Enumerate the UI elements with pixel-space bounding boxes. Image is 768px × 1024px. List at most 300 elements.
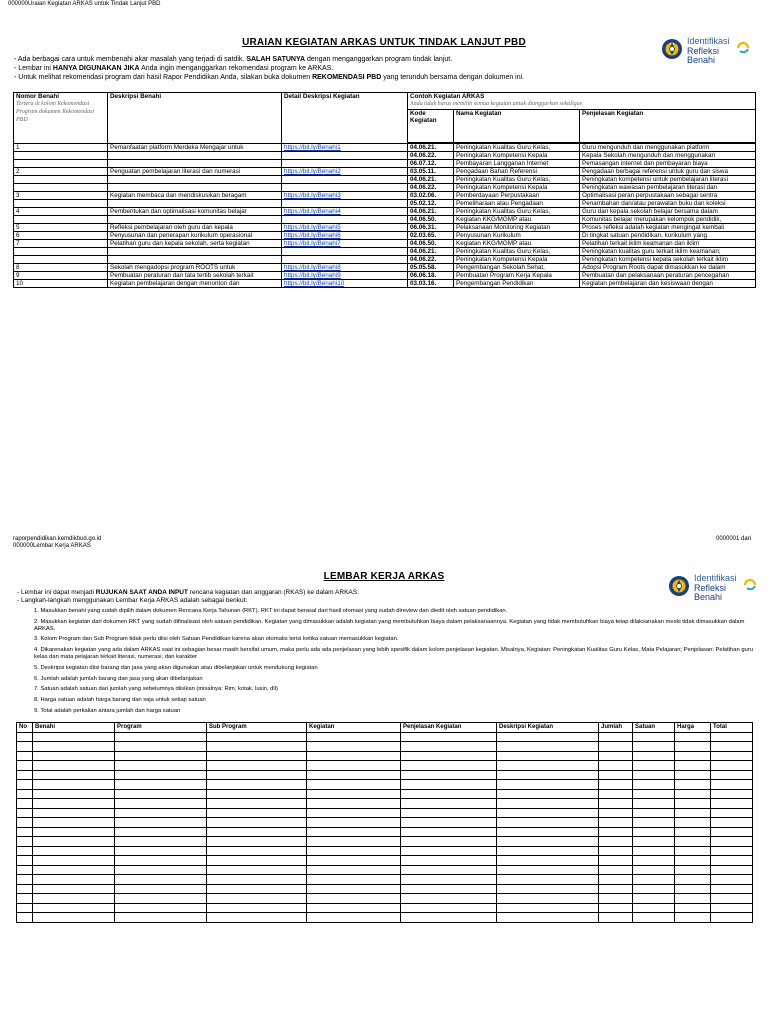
worksheet-cell[interactable] bbox=[33, 913, 115, 923]
worksheet-cell[interactable] bbox=[307, 732, 401, 742]
kegiatan-explanation-cell: Proses refleksi adalah kegiatan mengingat kembali bbox=[580, 224, 756, 232]
worksheet-cell[interactable] bbox=[115, 751, 207, 761]
worksheet-cell[interactable] bbox=[633, 903, 675, 913]
worksheet-cell[interactable] bbox=[401, 903, 497, 913]
worksheet-cell[interactable] bbox=[307, 913, 401, 923]
step-item: 5. Deskripsi kegiatan diisi barang dan jasa yang akan digunakan atau dibelanjakan untuk mendukung kegiatan bbox=[34, 664, 318, 671]
worksheet-cell[interactable] bbox=[207, 751, 307, 761]
worksheet-cell[interactable] bbox=[401, 894, 497, 904]
worksheet-cell[interactable] bbox=[497, 894, 599, 904]
worksheet-cell[interactable] bbox=[675, 875, 711, 885]
benahi-number-cell bbox=[14, 152, 108, 160]
benahi-number-cell: 8 bbox=[14, 264, 108, 272]
worksheet-cell[interactable] bbox=[633, 884, 675, 894]
lembar-kerja-table bbox=[16, 722, 753, 923]
worksheet-cell[interactable] bbox=[401, 884, 497, 894]
worksheet-cell[interactable] bbox=[207, 827, 307, 837]
worksheet-cell[interactable] bbox=[497, 742, 599, 752]
worksheet-cell[interactable] bbox=[711, 884, 753, 894]
benahi-table-row bbox=[14, 272, 756, 280]
benahi-detail-link-cell bbox=[282, 232, 408, 240]
worksheet-cell[interactable] bbox=[497, 789, 599, 799]
worksheet-cell[interactable] bbox=[207, 856, 307, 866]
lembar-kerja-row bbox=[17, 761, 753, 771]
worksheet-cell[interactable] bbox=[33, 799, 115, 809]
worksheet-cell[interactable] bbox=[307, 751, 401, 761]
kegiatan-name-cell: Peningkatan Kompetensi Kepala bbox=[454, 184, 580, 192]
worksheet-cell[interactable] bbox=[711, 770, 753, 780]
worksheet-cell[interactable] bbox=[599, 818, 633, 828]
worksheet-cell[interactable] bbox=[401, 846, 497, 856]
worksheet-cell[interactable] bbox=[675, 799, 711, 809]
worksheet-cell[interactable] bbox=[711, 875, 753, 885]
kegiatan-name-cell: Kegiatan KKG/MGMP atau bbox=[454, 240, 580, 248]
worksheet-cell[interactable] bbox=[599, 827, 633, 837]
worksheet-cell[interactable] bbox=[17, 789, 33, 799]
worksheet-cell[interactable] bbox=[115, 894, 207, 904]
worksheet-cell[interactable] bbox=[599, 837, 633, 847]
worksheet-cell[interactable] bbox=[711, 865, 753, 875]
worksheet-cell[interactable] bbox=[675, 846, 711, 856]
worksheet-cell[interactable] bbox=[675, 780, 711, 790]
step-item: 8. Harga satuan adalah harga barang dan saja untuk setiap satuan bbox=[34, 697, 206, 704]
worksheet-cell[interactable] bbox=[401, 799, 497, 809]
kegiatan-code-cell: 05.05.58. bbox=[408, 264, 454, 272]
benahi-link[interactable]: https://bit.ly/Benahi8 bbox=[284, 264, 341, 271]
benahi-number-cell bbox=[14, 184, 108, 192]
worksheet-cell[interactable] bbox=[207, 903, 307, 913]
worksheet-cell[interactable] bbox=[17, 913, 33, 923]
lembar-kerja-header-row bbox=[17, 723, 753, 733]
worksheet-cell[interactable] bbox=[307, 808, 401, 818]
benahi-table-row bbox=[14, 160, 756, 168]
worksheet-cell[interactable] bbox=[33, 827, 115, 837]
benahi-detail-link-cell bbox=[282, 152, 408, 160]
worksheet-cell[interactable] bbox=[633, 732, 675, 742]
benahi-table bbox=[13, 92, 756, 288]
worksheet-cell[interactable] bbox=[497, 827, 599, 837]
worksheet-cell[interactable] bbox=[17, 761, 33, 771]
worksheet-cell[interactable] bbox=[115, 875, 207, 885]
worksheet-cell[interactable] bbox=[599, 780, 633, 790]
worksheet-cell[interactable] bbox=[115, 884, 207, 894]
kegiatan-explanation-cell: Peningkatan kualitas guru terkait iklim keamanan; bbox=[580, 248, 756, 256]
kegiatan-name-cell: Peningkatan Kompetensi Kepala bbox=[454, 152, 580, 160]
worksheet-cell[interactable] bbox=[675, 732, 711, 742]
worksheet-cell[interactable] bbox=[497, 808, 599, 818]
worksheet-cell[interactable] bbox=[711, 732, 753, 742]
benahi-number-cell: 10 bbox=[14, 280, 108, 288]
worksheet-cell[interactable] bbox=[17, 846, 33, 856]
benahi-number-cell: 2 bbox=[14, 168, 108, 176]
worksheet-cell[interactable] bbox=[497, 761, 599, 771]
worksheet-cell[interactable] bbox=[207, 770, 307, 780]
worksheet-cell[interactable] bbox=[401, 780, 497, 790]
worksheet-cell[interactable] bbox=[675, 837, 711, 847]
worksheet-cell[interactable] bbox=[497, 751, 599, 761]
logo-line-benahi: Benahi bbox=[687, 55, 716, 65]
worksheet-cell[interactable] bbox=[633, 799, 675, 809]
worksheet-cell[interactable] bbox=[115, 818, 207, 828]
worksheet-cell[interactable] bbox=[711, 751, 753, 761]
worksheet-cell[interactable] bbox=[307, 903, 401, 913]
worksheet-cell[interactable] bbox=[307, 827, 401, 837]
worksheet-cell[interactable] bbox=[115, 865, 207, 875]
header-jumlah: Jumlah bbox=[599, 723, 633, 733]
worksheet-cell[interactable] bbox=[401, 742, 497, 752]
worksheet-cell[interactable] bbox=[401, 837, 497, 847]
worksheet-cell[interactable] bbox=[17, 865, 33, 875]
worksheet-cell[interactable] bbox=[497, 818, 599, 828]
worksheet-cell[interactable] bbox=[401, 770, 497, 780]
worksheet-cell[interactable] bbox=[307, 789, 401, 799]
worksheet-cell[interactable] bbox=[497, 780, 599, 790]
worksheet-cell[interactable] bbox=[711, 761, 753, 771]
worksheet-cell[interactable] bbox=[711, 780, 753, 790]
header-nomor-benahi: Nomor Benahi Tertera di kolom Rekomendasi Program dokumen Rekomendasi PBD bbox=[14, 93, 108, 144]
benahi-link[interactable]: https://bit.ly/Benahi1 bbox=[284, 144, 341, 151]
header-benahi: Benahi bbox=[33, 723, 115, 733]
benahi-link[interactable]: https://bit.ly/Benahi3 bbox=[284, 192, 341, 199]
worksheet-cell[interactable] bbox=[497, 903, 599, 913]
benahi-link[interactable]: https://bit.ly/Benahi5 bbox=[284, 224, 341, 231]
worksheet-cell[interactable] bbox=[207, 789, 307, 799]
worksheet-cell[interactable] bbox=[115, 780, 207, 790]
worksheet-cell[interactable] bbox=[675, 903, 711, 913]
worksheet-cell[interactable] bbox=[497, 770, 599, 780]
worksheet-cell[interactable] bbox=[115, 827, 207, 837]
worksheet-cell[interactable] bbox=[675, 742, 711, 752]
worksheet-cell[interactable] bbox=[599, 770, 633, 780]
worksheet-cell[interactable] bbox=[33, 846, 115, 856]
worksheet-cell[interactable] bbox=[675, 884, 711, 894]
worksheet-cell[interactable] bbox=[675, 865, 711, 875]
worksheet-cell[interactable] bbox=[401, 856, 497, 866]
worksheet-cell[interactable] bbox=[599, 846, 633, 856]
worksheet-cell[interactable] bbox=[207, 808, 307, 818]
worksheet-cell[interactable] bbox=[33, 865, 115, 875]
header-harga: Harga bbox=[675, 723, 711, 733]
worksheet-cell[interactable] bbox=[17, 875, 33, 885]
worksheet-cell[interactable] bbox=[633, 761, 675, 771]
benahi-link[interactable]: https://bit.ly/Benahi9 bbox=[284, 272, 341, 279]
worksheet-cell[interactable] bbox=[115, 903, 207, 913]
page2-bullet: - Langkah-langkah menggunakan Lembar Kerja ARKAS adalah sebagai berikut: bbox=[17, 597, 248, 604]
kegiatan-name-cell: Pengembangan Sekolah Sehat, bbox=[454, 264, 580, 272]
worksheet-cell[interactable] bbox=[633, 837, 675, 847]
worksheet-cell[interactable] bbox=[497, 913, 599, 923]
kegiatan-explanation-cell: Komunitas belajar merupakan kelompok pendidik, bbox=[580, 216, 756, 224]
worksheet-cell[interactable] bbox=[17, 799, 33, 809]
worksheet-cell[interactable] bbox=[633, 818, 675, 828]
worksheet-cell[interactable] bbox=[115, 742, 207, 752]
worksheet-cell[interactable] bbox=[33, 742, 115, 752]
worksheet-cell[interactable] bbox=[401, 818, 497, 828]
worksheet-cell[interactable] bbox=[33, 818, 115, 828]
worksheet-cell[interactable] bbox=[633, 875, 675, 885]
worksheet-cell[interactable] bbox=[307, 799, 401, 809]
worksheet-cell[interactable] bbox=[497, 884, 599, 894]
worksheet-cell[interactable] bbox=[497, 865, 599, 875]
benahi-detail-link-cell bbox=[282, 216, 408, 224]
worksheet-cell[interactable] bbox=[33, 732, 115, 742]
worksheet-cell[interactable] bbox=[207, 780, 307, 790]
worksheet-cell[interactable] bbox=[497, 837, 599, 847]
benahi-detail-link-cell bbox=[282, 240, 408, 248]
header-program: Program bbox=[115, 723, 207, 733]
benahi-link[interactable]: https://bit.ly/Benahi7 bbox=[284, 240, 341, 247]
lembar-kerja-row bbox=[17, 903, 753, 913]
kegiatan-code-cell: 04.06.50. bbox=[408, 240, 454, 248]
worksheet-cell[interactable] bbox=[307, 875, 401, 885]
worksheet-cell[interactable] bbox=[599, 865, 633, 875]
worksheet-cell[interactable] bbox=[497, 856, 599, 866]
worksheet-cell[interactable] bbox=[711, 789, 753, 799]
page2-steps bbox=[34, 608, 754, 719]
worksheet-cell[interactable] bbox=[599, 856, 633, 866]
worksheet-cell[interactable] bbox=[207, 818, 307, 828]
worksheet-cell[interactable] bbox=[401, 732, 497, 742]
worksheet-cell[interactable] bbox=[33, 808, 115, 818]
worksheet-cell[interactable] bbox=[115, 799, 207, 809]
worksheet-cell[interactable] bbox=[307, 780, 401, 790]
worksheet-cell[interactable] bbox=[207, 865, 307, 875]
worksheet-cell[interactable] bbox=[33, 884, 115, 894]
logo-identifikasi-refleksi-benahi bbox=[667, 573, 767, 607]
worksheet-cell[interactable] bbox=[207, 837, 307, 847]
logo-arc-icon bbox=[736, 39, 750, 53]
worksheet-cell[interactable] bbox=[115, 761, 207, 771]
worksheet-cell[interactable] bbox=[711, 799, 753, 809]
worksheet-cell[interactable] bbox=[711, 827, 753, 837]
worksheet-cell[interactable] bbox=[599, 913, 633, 923]
worksheet-cell[interactable] bbox=[33, 903, 115, 913]
worksheet-cell[interactable] bbox=[207, 884, 307, 894]
worksheet-cell[interactable] bbox=[599, 884, 633, 894]
worksheet-cell[interactable] bbox=[33, 780, 115, 790]
worksheet-cell[interactable] bbox=[33, 770, 115, 780]
worksheet-cell[interactable] bbox=[207, 846, 307, 856]
benahi-link[interactable]: https://bit.ly/Benahi4 bbox=[284, 208, 341, 215]
worksheet-cell[interactable] bbox=[33, 875, 115, 885]
kegiatan-name-cell: Peningkatan Kualitas Guru Kelas, bbox=[454, 208, 580, 216]
worksheet-cell[interactable] bbox=[17, 751, 33, 761]
worksheet-cell[interactable] bbox=[33, 789, 115, 799]
benahi-table-row bbox=[14, 208, 756, 216]
kegiatan-code-cell: 04.06.22. bbox=[408, 256, 454, 264]
worksheet-cell[interactable] bbox=[307, 856, 401, 866]
worksheet-cell[interactable] bbox=[633, 742, 675, 752]
worksheet-cell[interactable] bbox=[207, 894, 307, 904]
kegiatan-code-cell: 06.07.12. bbox=[408, 160, 454, 168]
logo-line-benahi: Benahi bbox=[694, 592, 723, 602]
benahi-description-cell: Sekolah mengadopsi program ROOTS untuk bbox=[108, 264, 282, 272]
worksheet-cell[interactable] bbox=[401, 789, 497, 799]
benahi-table-row bbox=[14, 144, 756, 152]
worksheet-cell[interactable] bbox=[497, 799, 599, 809]
worksheet-cell[interactable] bbox=[675, 789, 711, 799]
worksheet-cell[interactable] bbox=[33, 761, 115, 771]
worksheet-cell[interactable] bbox=[711, 742, 753, 752]
lembar-kerja-row bbox=[17, 894, 753, 904]
worksheet-cell[interactable] bbox=[33, 751, 115, 761]
worksheet-cell[interactable] bbox=[33, 837, 115, 847]
worksheet-cell[interactable] bbox=[207, 742, 307, 752]
worksheet-cell[interactable] bbox=[599, 894, 633, 904]
worksheet-cell[interactable] bbox=[115, 789, 207, 799]
worksheet-cell[interactable] bbox=[599, 903, 633, 913]
worksheet-cell[interactable] bbox=[711, 808, 753, 818]
worksheet-cell[interactable] bbox=[401, 751, 497, 761]
worksheet-cell[interactable] bbox=[497, 846, 599, 856]
step-item: 3. Kolom Program dan Sub Program tidak perlu diisi oleh Satuan Pendidikan karena akan otomatis terisi ketika satuan memasukkan kegiatan. bbox=[34, 636, 399, 643]
worksheet-cell[interactable] bbox=[675, 856, 711, 866]
worksheet-cell[interactable] bbox=[307, 742, 401, 752]
benahi-link[interactable]: https://bit.ly/Benahi6 bbox=[284, 232, 341, 239]
worksheet-cell[interactable] bbox=[307, 884, 401, 894]
kegiatan-code-cell: 04.06.22. bbox=[408, 152, 454, 160]
benahi-detail-link-cell bbox=[282, 280, 408, 288]
worksheet-cell[interactable] bbox=[17, 780, 33, 790]
worksheet-cell[interactable] bbox=[17, 827, 33, 837]
worksheet-cell[interactable] bbox=[711, 894, 753, 904]
worksheet-cell[interactable] bbox=[599, 875, 633, 885]
worksheet-cell[interactable] bbox=[633, 770, 675, 780]
worksheet-cell[interactable] bbox=[115, 770, 207, 780]
worksheet-cell[interactable] bbox=[675, 818, 711, 828]
worksheet-cell[interactable] bbox=[497, 875, 599, 885]
kegiatan-code-cell: 06.06.18. bbox=[408, 272, 454, 280]
worksheet-cell[interactable] bbox=[599, 761, 633, 771]
worksheet-cell[interactable] bbox=[675, 894, 711, 904]
worksheet-cell[interactable] bbox=[401, 808, 497, 818]
worksheet-cell[interactable] bbox=[307, 818, 401, 828]
header-penjelasan-kegiatan: Penjelasan Kegiatan bbox=[401, 723, 497, 733]
benahi-description-cell bbox=[108, 160, 282, 168]
worksheet-cell[interactable] bbox=[17, 884, 33, 894]
worksheet-cell[interactable] bbox=[711, 818, 753, 828]
worksheet-cell[interactable] bbox=[207, 875, 307, 885]
worksheet-cell[interactable] bbox=[633, 827, 675, 837]
worksheet-cell[interactable] bbox=[307, 837, 401, 847]
worksheet-cell[interactable] bbox=[599, 808, 633, 818]
worksheet-cell[interactable] bbox=[711, 903, 753, 913]
benahi-number-cell: 6 bbox=[14, 232, 108, 240]
worksheet-cell[interactable] bbox=[599, 751, 633, 761]
kegiatan-explanation-cell: Optimalisasi peran perpustakaan sebagai sentra bbox=[580, 192, 756, 200]
worksheet-cell[interactable] bbox=[207, 732, 307, 742]
benahi-table-row bbox=[14, 264, 756, 272]
worksheet-cell[interactable] bbox=[711, 856, 753, 866]
worksheet-cell[interactable] bbox=[115, 913, 207, 923]
worksheet-cell[interactable] bbox=[675, 761, 711, 771]
worksheet-cell[interactable] bbox=[307, 846, 401, 856]
worksheet-cell[interactable] bbox=[115, 837, 207, 847]
worksheet-cell[interactable] bbox=[17, 903, 33, 913]
worksheet-cell[interactable] bbox=[115, 808, 207, 818]
kegiatan-code-cell: 03.02.06. bbox=[408, 192, 454, 200]
lembar-kerja-row bbox=[17, 751, 753, 761]
worksheet-cell[interactable] bbox=[17, 818, 33, 828]
worksheet-cell[interactable] bbox=[17, 808, 33, 818]
worksheet-cell[interactable] bbox=[115, 732, 207, 742]
benahi-table-row bbox=[14, 192, 756, 200]
worksheet-cell[interactable] bbox=[675, 808, 711, 818]
worksheet-cell[interactable] bbox=[675, 770, 711, 780]
worksheet-cell[interactable] bbox=[599, 742, 633, 752]
kegiatan-code-cell: 04.06.21. bbox=[408, 208, 454, 216]
worksheet-cell[interactable] bbox=[207, 761, 307, 771]
worksheet-cell[interactable] bbox=[633, 780, 675, 790]
benahi-link[interactable]: https://bit.ly/Benahi2 bbox=[284, 168, 341, 175]
worksheet-cell[interactable] bbox=[401, 913, 497, 923]
worksheet-cell[interactable] bbox=[633, 789, 675, 799]
worksheet-cell[interactable] bbox=[17, 894, 33, 904]
worksheet-cell[interactable] bbox=[599, 789, 633, 799]
worksheet-cell[interactable] bbox=[711, 837, 753, 847]
worksheet-cell[interactable] bbox=[633, 865, 675, 875]
worksheet-cell[interactable] bbox=[207, 913, 307, 923]
benahi-link[interactable]: https://bit.ly/Benahi10 bbox=[284, 280, 345, 287]
worksheet-cell[interactable] bbox=[633, 846, 675, 856]
worksheet-cell[interactable] bbox=[33, 894, 115, 904]
worksheet-cell[interactable] bbox=[307, 865, 401, 875]
lembar-kerja-row bbox=[17, 780, 753, 790]
worksheet-cell[interactable] bbox=[17, 732, 33, 742]
worksheet-cell[interactable] bbox=[307, 770, 401, 780]
benahi-detail-link-cell bbox=[282, 168, 408, 176]
kegiatan-explanation-cell: Pelatihan terkait iklim keamanan dan iklim bbox=[580, 240, 756, 248]
worksheet-cell[interactable] bbox=[675, 913, 711, 923]
worksheet-cell[interactable] bbox=[307, 761, 401, 771]
logo-identifikasi-refleksi-benahi bbox=[660, 36, 760, 70]
worksheet-cell[interactable] bbox=[633, 808, 675, 818]
worksheet-cell[interactable] bbox=[33, 856, 115, 866]
benahi-description-cell bbox=[108, 256, 282, 264]
worksheet-cell[interactable] bbox=[711, 846, 753, 856]
step-item: 6. Jumlah adalah jumlah barang dan jasa yang akan dibelanjakan bbox=[34, 675, 203, 682]
benahi-number-cell bbox=[14, 200, 108, 208]
worksheet-cell[interactable] bbox=[497, 732, 599, 742]
worksheet-cell[interactable] bbox=[599, 799, 633, 809]
worksheet-cell[interactable] bbox=[599, 732, 633, 742]
worksheet-cell[interactable] bbox=[17, 837, 33, 847]
worksheet-cell[interactable] bbox=[115, 856, 207, 866]
worksheet-cell[interactable] bbox=[675, 827, 711, 837]
page1-bullet: - Lembar ini HANYA DIGUNAKAN JIKA Anda ingin menganggarkan rekomendasi program ke ARKAS. bbox=[14, 65, 334, 72]
benahi-description-cell: Pemanfaatan platform Merdeka Mengajar untuk bbox=[108, 144, 282, 152]
worksheet-cell[interactable] bbox=[207, 799, 307, 809]
worksheet-cell[interactable] bbox=[401, 875, 497, 885]
worksheet-cell[interactable] bbox=[711, 913, 753, 923]
worksheet-cell[interactable] bbox=[675, 751, 711, 761]
worksheet-cell[interactable] bbox=[115, 846, 207, 856]
lembar-kerja-row bbox=[17, 875, 753, 885]
worksheet-cell[interactable] bbox=[633, 894, 675, 904]
worksheet-cell[interactable] bbox=[401, 761, 497, 771]
worksheet-cell[interactable] bbox=[401, 865, 497, 875]
worksheet-cell[interactable] bbox=[307, 894, 401, 904]
worksheet-cell[interactable] bbox=[633, 856, 675, 866]
kegiatan-code-cell: 03.03.16. bbox=[408, 280, 454, 288]
worksheet-cell[interactable] bbox=[17, 856, 33, 866]
worksheet-cell[interactable] bbox=[17, 770, 33, 780]
worksheet-cell[interactable] bbox=[633, 751, 675, 761]
kegiatan-code-cell: 06.06.31. bbox=[408, 224, 454, 232]
worksheet-cell[interactable] bbox=[401, 827, 497, 837]
worksheet-cell[interactable] bbox=[633, 913, 675, 923]
worksheet-cell[interactable] bbox=[17, 742, 33, 752]
